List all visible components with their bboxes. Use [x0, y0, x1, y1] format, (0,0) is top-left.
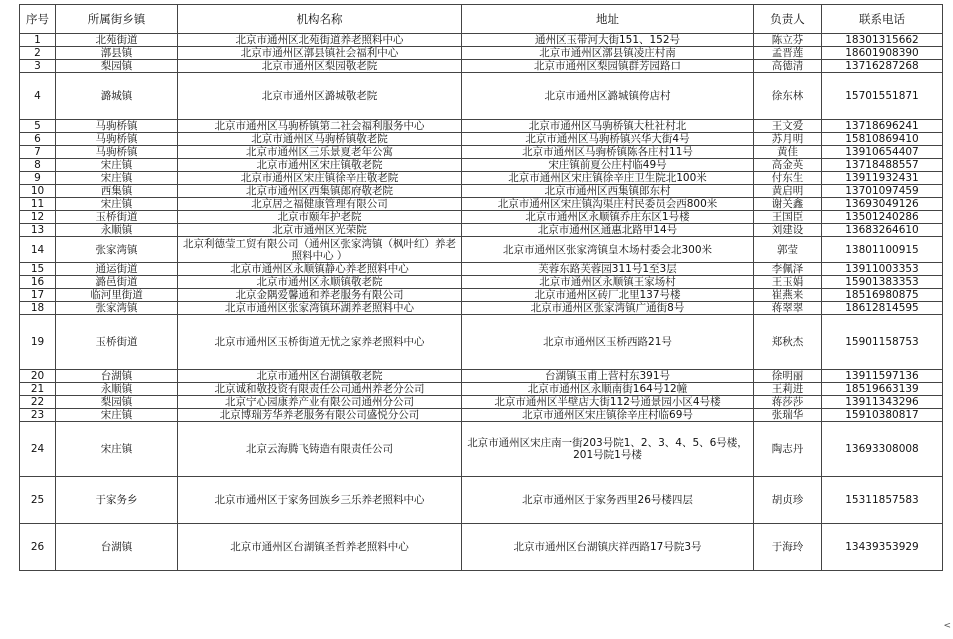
cell-town: 潞邑街道	[56, 276, 178, 289]
table-row	[20, 159, 943, 172]
cell-town: 宋庄镇	[56, 409, 178, 422]
cell-town: 宋庄镇	[56, 159, 178, 172]
cell-address: 北京市通州区永顺镇乔庄东区1号楼	[462, 211, 754, 224]
cell-phone: 13911597136	[822, 370, 943, 383]
table-row	[20, 237, 943, 263]
cell-org-name: 北京利德莹工贸有限公司（通州区张家湾镇（枫叶红）养老照料中心 ）	[178, 237, 462, 263]
cell-person: 王文爱	[754, 120, 822, 133]
cell-serial: 6	[20, 133, 56, 146]
cell-address: 北京市通州区西集镇郎东村	[462, 185, 754, 198]
table-row	[20, 409, 943, 422]
table-row	[20, 422, 943, 477]
cell-address: 北京市通州区漷县镇凌庄村南	[462, 47, 754, 60]
table-row	[20, 477, 943, 524]
cell-org-name: 北京市通州区光荣院	[178, 224, 462, 237]
cell-org-name: 北京市颐年护老院	[178, 211, 462, 224]
table-row	[20, 224, 943, 237]
edge-mark: <	[943, 621, 951, 631]
cell-town: 马驹桥镇	[56, 120, 178, 133]
cell-phone: 13439353929	[822, 524, 943, 571]
cell-serial: 24	[20, 422, 56, 477]
header-org-name: 机构名称	[178, 5, 462, 34]
cell-person: 徐东林	[754, 73, 822, 120]
cell-serial: 25	[20, 477, 56, 524]
cell-serial: 8	[20, 159, 56, 172]
cell-address: 北京市通州区永顺镇王家场村	[462, 276, 754, 289]
cell-person: 黄启明	[754, 185, 822, 198]
cell-phone: 18519663139	[822, 383, 943, 396]
cell-town: 梨园镇	[56, 60, 178, 73]
cell-address: 台湖镇玉甫上营村东391号	[462, 370, 754, 383]
cell-phone: 13911003353	[822, 263, 943, 276]
cell-address: 北京市通州区宋庄镇徐辛庄村临69号	[462, 409, 754, 422]
table-row	[20, 302, 943, 315]
table-row	[20, 370, 943, 383]
table-row	[20, 185, 943, 198]
cell-person: 崔燕来	[754, 289, 822, 302]
cell-town: 通运街道	[56, 263, 178, 276]
cell-phone: 13910654407	[822, 146, 943, 159]
cell-serial: 13	[20, 224, 56, 237]
cell-person: 于海玲	[754, 524, 822, 571]
table-row	[20, 315, 943, 370]
table-row	[20, 73, 943, 120]
cell-serial: 20	[20, 370, 56, 383]
cell-address: 北京市通州区潞城镇侉店村	[462, 73, 754, 120]
cell-address: 北京市通州区张家湾镇皇木场村委会北300米	[462, 237, 754, 263]
cell-person: 郑秋杰	[754, 315, 822, 370]
cell-serial: 4	[20, 73, 56, 120]
cell-town: 马驹桥镇	[56, 146, 178, 159]
cell-org-name: 北京市通州区宋庄镇敬老院	[178, 159, 462, 172]
cell-address: 北京市通州区张家湾镇广通街8号	[462, 302, 754, 315]
cell-phone: 18301315662	[822, 34, 943, 47]
cell-org-name: 北京市通州区潞城敬老院	[178, 73, 462, 120]
cell-town: 于家务乡	[56, 477, 178, 524]
cell-phone: 15901383353	[822, 276, 943, 289]
cell-town: 永顺镇	[56, 383, 178, 396]
cell-phone: 13693049126	[822, 198, 943, 211]
cell-phone: 15901158753	[822, 315, 943, 370]
cell-person: 蒋莎莎	[754, 396, 822, 409]
cell-person: 王莉进	[754, 383, 822, 396]
cell-person: 付东生	[754, 172, 822, 185]
cell-person: 孟晋莲	[754, 47, 822, 60]
cell-serial: 7	[20, 146, 56, 159]
cell-serial: 17	[20, 289, 56, 302]
cell-town: 宋庄镇	[56, 198, 178, 211]
cell-town: 张家湾镇	[56, 302, 178, 315]
cell-org-name: 北京市通州区台湖镇圣哲养老照料中心	[178, 524, 462, 571]
table-row	[20, 383, 943, 396]
header-serial: 序号	[20, 5, 56, 34]
cell-person: 徐明丽	[754, 370, 822, 383]
table-row	[20, 133, 943, 146]
cell-address: 北京市通州区半壁店大街112号通景园小区4号楼	[462, 396, 754, 409]
table-row	[20, 396, 943, 409]
cell-address: 北京市通州区通惠北路甲14号	[462, 224, 754, 237]
cell-phone: 13701097459	[822, 185, 943, 198]
cell-org-name: 北京市通州区马驹桥镇第二社会福利服务中心	[178, 120, 462, 133]
cell-phone: 13683264610	[822, 224, 943, 237]
institution-table	[19, 4, 943, 571]
cell-serial: 1	[20, 34, 56, 47]
cell-phone: 15311857583	[822, 477, 943, 524]
cell-org-name: 北京市通州区三乐景夏老年公寓	[178, 146, 462, 159]
cell-town: 台湖镇	[56, 524, 178, 571]
cell-phone: 18601908390	[822, 47, 943, 60]
table-row	[20, 276, 943, 289]
table-row	[20, 34, 943, 47]
cell-town: 潞城镇	[56, 73, 178, 120]
cell-serial: 10	[20, 185, 56, 198]
table-row	[20, 120, 943, 133]
table-row	[20, 172, 943, 185]
header-address: 地址	[462, 5, 754, 34]
cell-org-name: 北京云海腾飞铸造有限责任公司	[178, 422, 462, 477]
cell-org-name: 北京市通州区台湖镇敬老院	[178, 370, 462, 383]
cell-org-name: 北京市通州区西集镇郎府敬老院	[178, 185, 462, 198]
table-row	[20, 524, 943, 571]
cell-town: 西集镇	[56, 185, 178, 198]
cell-address: 北京市通州区玉桥西路21号	[462, 315, 754, 370]
cell-phone: 15910380817	[822, 409, 943, 422]
cell-person: 张瑞华	[754, 409, 822, 422]
table-row	[20, 146, 943, 159]
cell-org-name: 北京市通州区北苑街道养老照料中心	[178, 34, 462, 47]
cell-person: 蒋翠翠	[754, 302, 822, 315]
cell-serial: 26	[20, 524, 56, 571]
table-row	[20, 198, 943, 211]
header-person: 负责人	[754, 5, 822, 34]
cell-org-name: 北京宁心园康养产业有限公司通州分公司	[178, 396, 462, 409]
cell-phone: 15810869410	[822, 133, 943, 146]
cell-phone: 15701551871	[822, 73, 943, 120]
cell-person: 李佩泽	[754, 263, 822, 276]
cell-address: 北京市通州区马驹桥镇陈各庄村11号	[462, 146, 754, 159]
cell-person: 刘建设	[754, 224, 822, 237]
cell-person: 谢关鑫	[754, 198, 822, 211]
cell-person: 高德清	[754, 60, 822, 73]
table-row	[20, 263, 943, 276]
cell-org-name: 北京市通州区梨园敬老院	[178, 60, 462, 73]
table-body	[20, 34, 943, 571]
cell-town: 宋庄镇	[56, 422, 178, 477]
cell-address: 宋庄镇前夏公庄村临49号	[462, 159, 754, 172]
cell-serial: 19	[20, 315, 56, 370]
cell-address: 北京市通州区宋庄镇徐辛庄卫生院北100米	[462, 172, 754, 185]
cell-person: 陶志丹	[754, 422, 822, 477]
cell-phone: 13911343296	[822, 396, 943, 409]
cell-org-name: 北京金隅爱馨通和养老服务有限公司	[178, 289, 462, 302]
cell-phone: 13801100915	[822, 237, 943, 263]
table-row	[20, 289, 943, 302]
cell-serial: 12	[20, 211, 56, 224]
table-row	[20, 60, 943, 73]
cell-org-name: 北京市通州区永顺镇敬老院	[178, 276, 462, 289]
table-header-row	[20, 5, 943, 34]
cell-address: 北京市通州区永顺南街164号12幢	[462, 383, 754, 396]
cell-org-name: 北京市通州区漷县镇社会福利中心	[178, 47, 462, 60]
cell-org-name: 北京诚和敬投资有限责任公司通州养老分公司	[178, 383, 462, 396]
cell-town: 张家湾镇	[56, 237, 178, 263]
cell-town: 台湖镇	[56, 370, 178, 383]
header-phone: 联系电话	[822, 5, 943, 34]
cell-serial: 2	[20, 47, 56, 60]
cell-org-name: 北京市通州区宋庄镇徐辛庄敬老院	[178, 172, 462, 185]
cell-serial: 15	[20, 263, 56, 276]
cell-serial: 3	[20, 60, 56, 73]
cell-serial: 23	[20, 409, 56, 422]
cell-address: 北京市通州区马驹桥镇大杜社村北	[462, 120, 754, 133]
cell-town: 北苑街道	[56, 34, 178, 47]
cell-town: 临河里街道	[56, 289, 178, 302]
cell-address: 北京市通州区宋庄南一街203号院1、2、3、4、5、6号楼，201号院1号楼	[462, 422, 754, 477]
cell-phone: 13501240286	[822, 211, 943, 224]
cell-serial: 14	[20, 237, 56, 263]
cell-org-name: 北京市通州区马驹桥镇敬老院	[178, 133, 462, 146]
cell-phone: 13716287268	[822, 60, 943, 73]
cell-address: 芙蓉东路芙蓉园311号1至3层	[462, 263, 754, 276]
cell-org-name: 北京市通州区玉桥街道无忧之家养老照料中心	[178, 315, 462, 370]
cell-org-name: 北京市通州区于家务回族乡三乐养老照料中心	[178, 477, 462, 524]
cell-org-name: 北京博瑞芳华养老服务有限公司盛悦分公司	[178, 409, 462, 422]
cell-person: 苏月明	[754, 133, 822, 146]
cell-serial: 16	[20, 276, 56, 289]
cell-town: 宋庄镇	[56, 172, 178, 185]
cell-address: 通州区玉带河大街151、152号	[462, 34, 754, 47]
cell-phone: 18612814595	[822, 302, 943, 315]
cell-town: 玉桥街道	[56, 315, 178, 370]
cell-org-name: 北京市通州区永顺镇静心养老照料中心	[178, 263, 462, 276]
header-town: 所属街乡镇	[56, 5, 178, 34]
cell-person: 胡贞珍	[754, 477, 822, 524]
cell-address: 北京市通州区宋庄镇沟渠庄村民委员会西800米	[462, 198, 754, 211]
cell-phone: 13718696241	[822, 120, 943, 133]
cell-org-name: 北京市通州区张家湾镇环湖养老照料中心	[178, 302, 462, 315]
cell-address: 北京市通州区梨园镇群芳园路口	[462, 60, 754, 73]
cell-address: 北京市通州区砖厂北里137号楼	[462, 289, 754, 302]
cell-town: 马驹桥镇	[56, 133, 178, 146]
cell-phone: 13718488557	[822, 159, 943, 172]
cell-town: 梨园镇	[56, 396, 178, 409]
cell-serial: 9	[20, 172, 56, 185]
table-row	[20, 211, 943, 224]
cell-phone: 13911932431	[822, 172, 943, 185]
cell-serial: 21	[20, 383, 56, 396]
cell-org-name: 北京居之福健康管理有限公司	[178, 198, 462, 211]
cell-address: 北京市通州区马驹桥镇兴华大街4号	[462, 133, 754, 146]
cell-person: 王国臣	[754, 211, 822, 224]
table-row	[20, 47, 943, 60]
cell-town: 永顺镇	[56, 224, 178, 237]
cell-address: 北京市通州区台湖镇庆祥西路17号院3号	[462, 524, 754, 571]
cell-serial: 18	[20, 302, 56, 315]
cell-serial: 11	[20, 198, 56, 211]
cell-phone: 13693308008	[822, 422, 943, 477]
cell-person: 高金英	[754, 159, 822, 172]
cell-person: 王玉娟	[754, 276, 822, 289]
cell-town: 玉桥街道	[56, 211, 178, 224]
cell-address: 北京市通州区于家务西里26号楼四层	[462, 477, 754, 524]
cell-phone: 18516980875	[822, 289, 943, 302]
cell-serial: 5	[20, 120, 56, 133]
cell-person: 黄佳	[754, 146, 822, 159]
cell-person: 郭莹	[754, 237, 822, 263]
cell-person: 陈立芬	[754, 34, 822, 47]
cell-serial: 22	[20, 396, 56, 409]
cell-town: 漷县镇	[56, 47, 178, 60]
